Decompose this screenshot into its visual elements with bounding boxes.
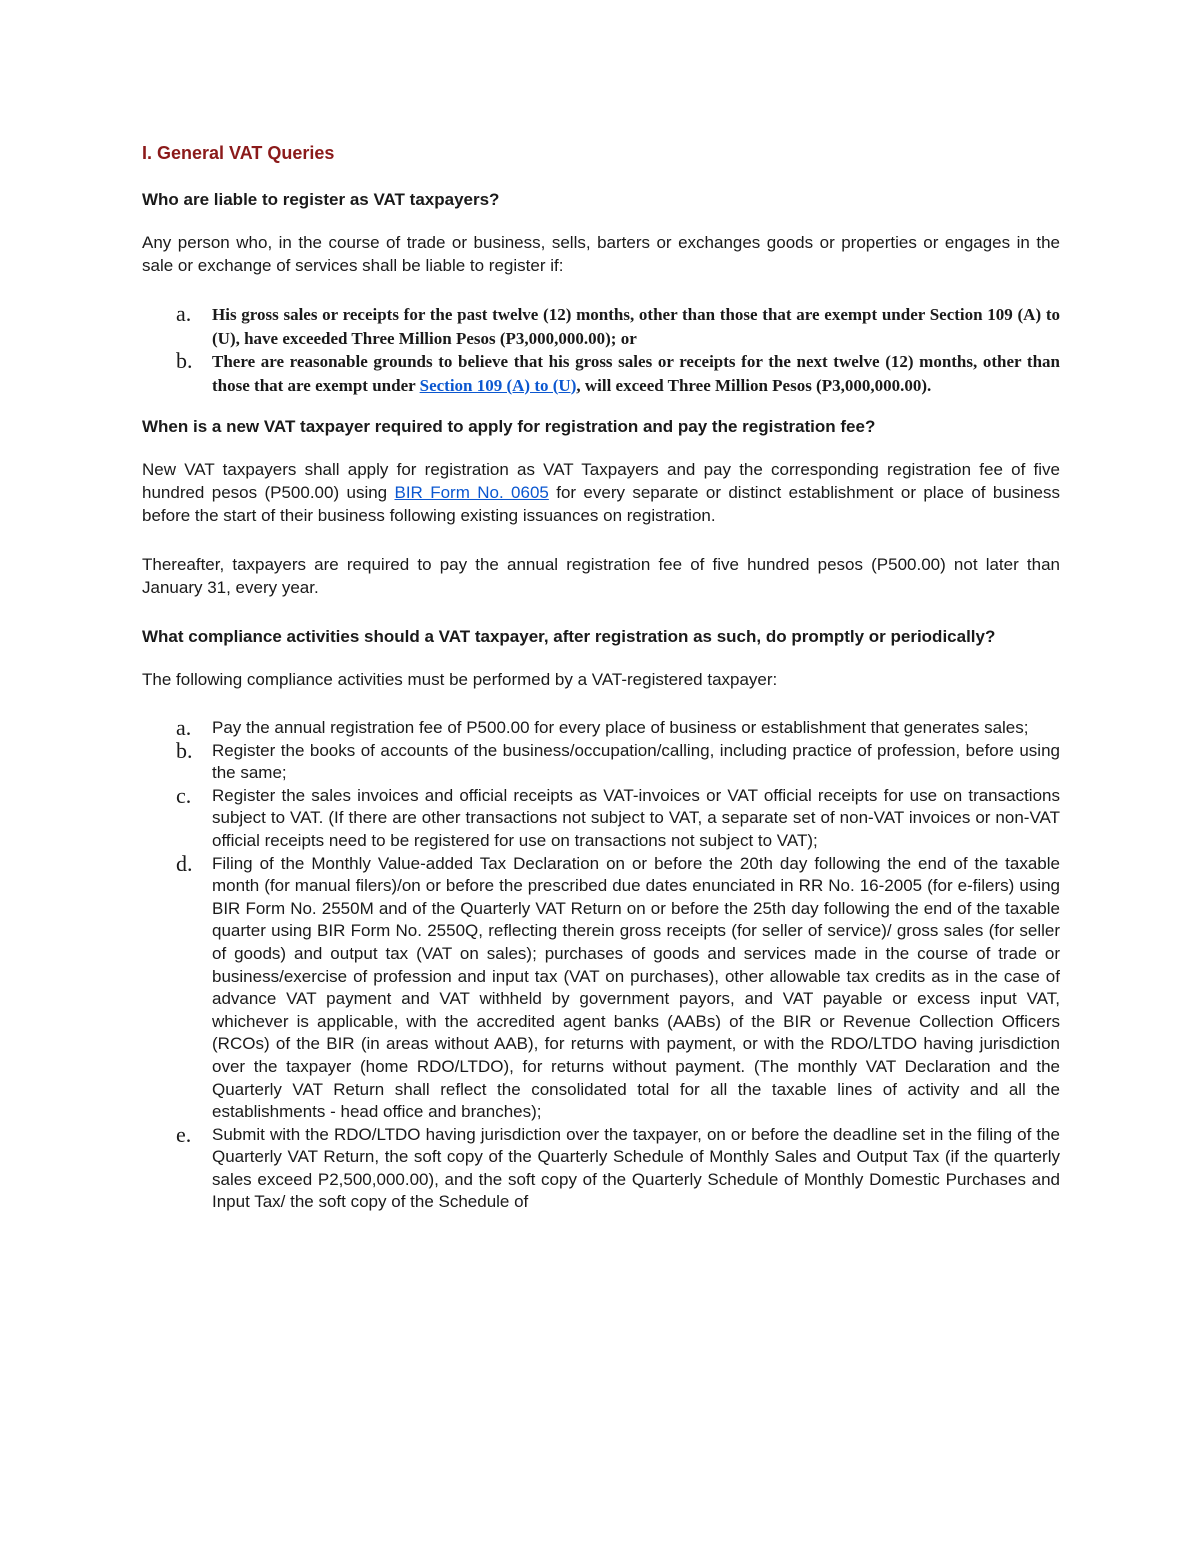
question-compliance-activities: What compliance activities should a VAT taxpayer, after registration as such, do promptly or periodically? xyxy=(142,627,996,646)
paragraph-annual-fee: Thereafter, taxpayers are required to pay the annual registration fee of five hundred pesos (P500.00) not later than January 31, every year. xyxy=(142,555,1060,597)
list-item-text: , will exceed Three Million Pesos (P3,000,000.00). xyxy=(576,375,932,395)
paragraph-liable-intro: Any person who, in the course of trade or business, sells, barters or exchanges goods or properties or engages in the sale or exchange of services shall be liable to register if: xyxy=(142,233,1060,275)
list-item-text: His gross sales or receipts for the past twelve (12) months, other than those that are exempt under Section 109 (A) to (U), have exceeded Three Million Pesos (P3,000,000.00); or xyxy=(212,305,1060,348)
paragraph-text: New VAT taxpayers shall apply for registration as VAT Taxpayers and pay the corresponding registration fee of five hundred pesos (P500.00) using xyxy=(142,460,1060,502)
section-109-link[interactable]: Section 109 (A) to (U) xyxy=(419,375,577,395)
section-title: I. General VAT Queries xyxy=(142,143,335,163)
list-marker: b. xyxy=(176,348,193,373)
list-marker: b. xyxy=(176,737,193,763)
question-who-liable: Who are liable to register as VAT taxpayers? xyxy=(142,190,500,209)
list-item-text: There are reasonable grounds to believe that his gross sales or receipts for the next twelve (12) months, other than those that are exempt under xyxy=(212,352,1060,395)
list-item xyxy=(142,717,1060,740)
list-item-text: Filing of the Monthly Value-added Tax Declaration on or before the 20th day following the end of the taxable month (for manual filers)/on or before the prescribed due dates enunciated in RR No. 16-2005 (for e-filers) using BIR Form No. 2550M and of the Quarterly VAT Return on or before the 25th day following the end of the taxable quarter using BIR Form No. 2550Q, reflecting therein gross receipts (for seller of service)/ gross sales (for seller of goods) and output tax (VAT on sales); purchases of goods and services made in the course of trade or business/exercise of profession and input tax (VAT on purchases), other allowable tax credits as in the case of advance VAT payment and VAT withheld by government payors, and VAT payable or excess input VAT, whichever is applicable, with the accredited agent banks (AABs) of the BIR or Revenue Collection Officers (RCOs) of the BIR (in areas without AAB), for returns with payment, or with the RDO/LTDO having jurisdiction over the taxpayer (home RDO/LTDO), for returns without payment. (The monthly VAT Declaration and the Quarterly VAT Return shall reflect the consolidated total for all the taxable lines of activity and all the establishments - head office and branches); xyxy=(212,853,1060,1122)
bir-form-0605-link[interactable]: BIR Form No. 0605 xyxy=(394,483,549,502)
list-item xyxy=(142,303,1060,350)
list-item-text: Register the sales invoices and official receipts as VAT-invoices or VAT official receipts for use on transactions subject to VAT. (If there are other transactions not subject to VAT, a separate set of non-VAT invoices or non-VAT official receipts need to be registered for use on transactions not subject to VAT); xyxy=(212,785,1060,850)
paragraph-registration xyxy=(142,458,1060,527)
list-item xyxy=(142,1121,1060,1214)
list-marker: c. xyxy=(176,782,192,808)
list-item xyxy=(142,737,1060,785)
question-when-register: When is a new VAT taxpayer required to apply for registration and pay the registration fee? xyxy=(142,417,876,436)
list-item-text: Submit with the RDO/LTDO having jurisdiction over the taxpayer, on or before the deadline set in the filing of the Quarterly VAT Return, the soft copy of the Quarterly Schedule of Monthly Sales and Output Tax (if the quarterly sales exceed P2,500,000.00), and the soft copy of the Quarterly Schedule of Monthly Domestic Purchases and Input Tax/ the soft copy of the Schedule of xyxy=(212,1124,1060,1212)
list-item xyxy=(142,850,1060,1124)
list-marker: e. xyxy=(176,1121,192,1147)
list-marker: a. xyxy=(176,301,192,326)
list-item xyxy=(142,782,1060,853)
list-item xyxy=(142,350,1060,397)
compliance-activities-list xyxy=(142,717,1060,1214)
list-item-text: Register the books of accounts of the business/occupation/calling, including practice of profession, before using the same; xyxy=(212,740,1060,783)
list-item-text: Pay the annual registration fee of P500.00 for every place of business or establishment that generates sales; xyxy=(212,718,1029,737)
liability-conditions-list xyxy=(142,303,1060,397)
paragraph-compliance-intro: The following compliance activities must be performed by a VAT-registered taxpayer: xyxy=(142,670,778,689)
list-marker: d. xyxy=(176,850,193,876)
paragraph-text: for every separate or distinct establishment or place of business before the start of their business following existing issuances on registration. xyxy=(142,483,1060,525)
list-marker: a. xyxy=(176,715,192,740)
document-page xyxy=(142,140,1060,1240)
